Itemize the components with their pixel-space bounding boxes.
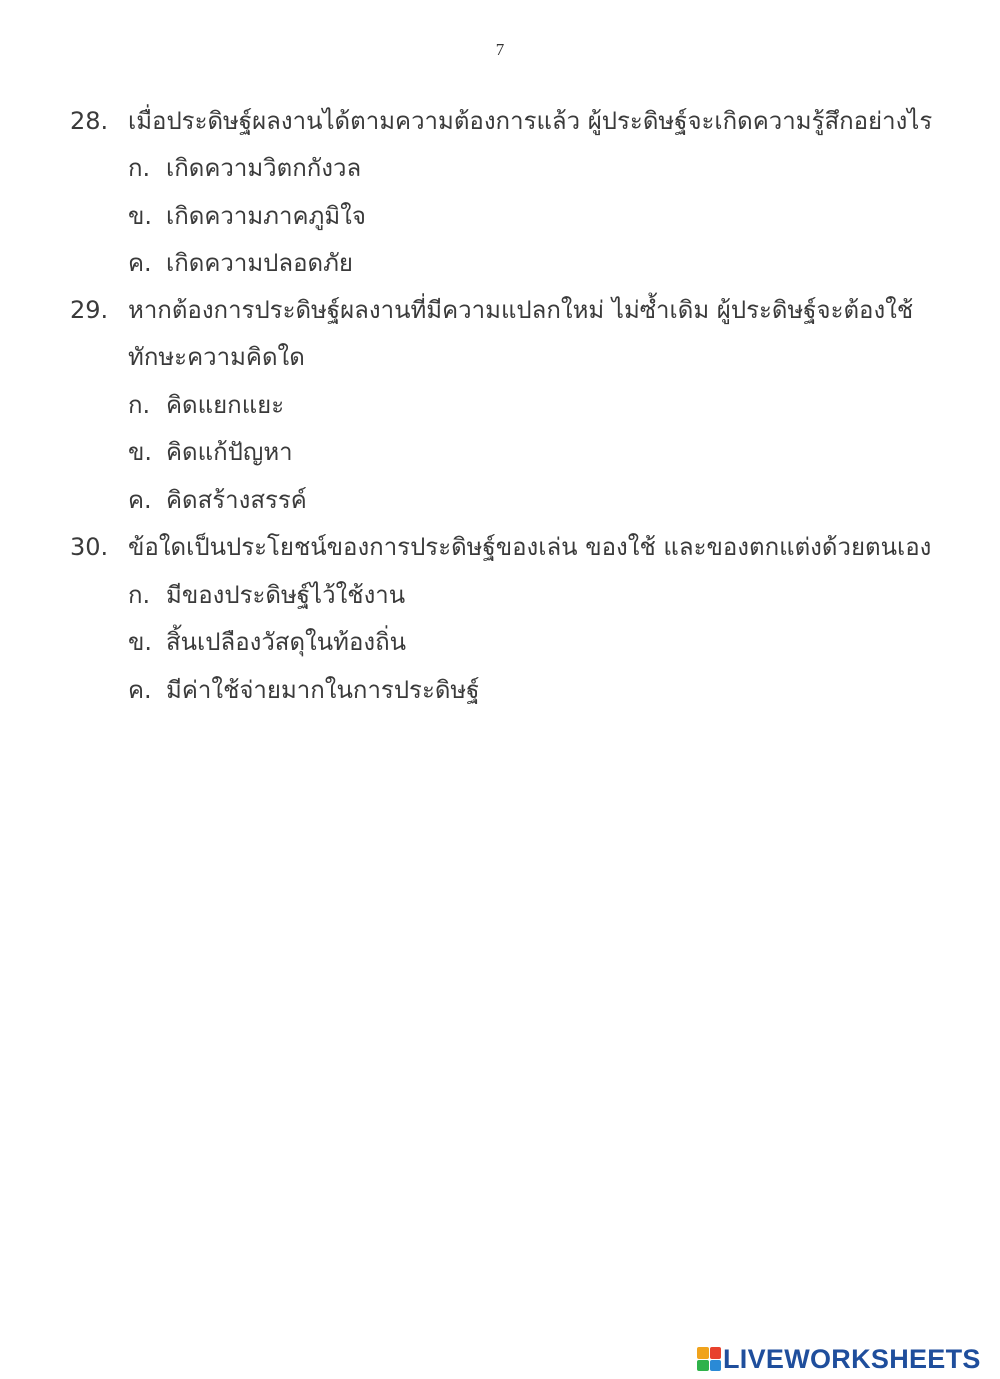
page-number: 7: [495, 40, 505, 59]
option-letter: ค.: [128, 249, 152, 277]
option-text: มีค่าใช้จ่ายมากในการประดิษฐ์: [166, 676, 480, 704]
option-letter: ข.: [128, 438, 153, 466]
question-text: ข้อใดเป็นประโยชน์ของการประดิษฐ์ของเล่น ของใช้ และของตกแต่งด้วยตนเอง: [128, 533, 932, 561]
option-letter: ข.: [128, 202, 153, 230]
question-number: 28.: [70, 107, 109, 135]
logo-squares-icon: [697, 1347, 721, 1371]
option-text: เกิดความภาคภูมิใจ: [166, 202, 366, 230]
question-number: 29.: [70, 296, 109, 324]
logo-text: LIVEWORKSHEETS: [723, 1343, 981, 1374]
option-letter: ค.: [128, 676, 152, 704]
question-text: เมื่อประดิษฐ์ผลงานได้ตามความต้องการแล้ว ผู้ประดิษฐ์จะเกิดความรู้สึกอย่างไร: [128, 107, 933, 135]
option-letter: ก.: [128, 154, 151, 182]
option-letter: ข.: [128, 628, 153, 656]
liveworksheets-logo: [697, 1344, 981, 1374]
question-text: หากต้องการประดิษฐ์ผลงานที่มีความแปลกใหม่ ไม่ซ้ำเดิม ผู้ประดิษฐ์จะต้องใช้: [128, 296, 914, 324]
option-letter: ก.: [128, 581, 151, 609]
option-text: เกิดความปลอดภัย: [166, 249, 353, 277]
option-text: สิ้นเปลืองวัสดุในท้องถิ่น: [166, 628, 407, 656]
option-text: คิดสร้างสรรค์: [166, 486, 307, 514]
option-letter: ค.: [128, 486, 152, 514]
option-text: เกิดความวิตกกังวล: [166, 154, 362, 182]
question-number: 30.: [70, 533, 109, 561]
option-text: คิดแก้ปัญหา: [166, 438, 293, 466]
option-text: คิดแยกแยะ: [166, 391, 285, 419]
option-letter: ก.: [128, 391, 151, 419]
question-text-continued: ทักษะความคิดใด: [128, 343, 305, 371]
option-text: มีของประดิษฐ์ไว้ใช้งาน: [166, 581, 406, 609]
